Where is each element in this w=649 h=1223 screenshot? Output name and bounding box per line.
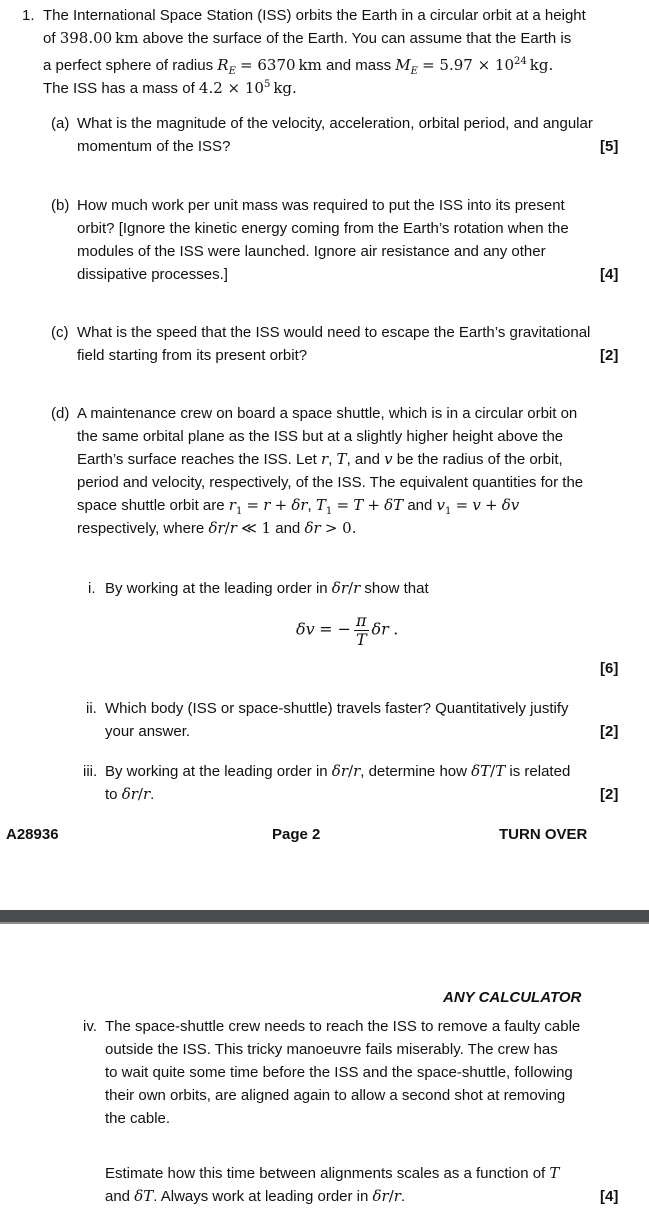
part-d-line-5: space shuttle orbit are $r_1 = r + \delta r$, $T_1 = T + \delta T$ and $v_1 = v + \delta v$	[77, 496, 520, 517]
sub-i-marks: [6]	[600, 660, 619, 677]
part-a-label: (a)	[51, 115, 70, 132]
part-c-line-1: What is the speed that the ISS would need to escape the Earth’s gravitational	[77, 324, 591, 341]
sub-iv-line-1: The space-shuttle crew needs to reach the ISS to remove a faulty cable	[105, 1018, 581, 1035]
sub-iv-line-5: the cable.	[105, 1110, 171, 1127]
sub-iii-marks: [2]	[600, 786, 619, 803]
sub-iv-line-3: to wait quite some time before the ISS and the space-shuttle, following	[105, 1064, 573, 1081]
part-d-line-1: A maintenance crew on board a space shuttle, which is in a circular orbit on	[77, 405, 578, 422]
sub-iv-line-4: their own orbits, are aligned again to allow a second shot at removing	[105, 1087, 566, 1104]
intro-line-4: The ISS has a mass of $4.2 \times 10^5$ kg.	[43, 79, 297, 97]
sub-i-equation: δv = − $\frac{\pi}{T}$ δr .	[296, 611, 399, 649]
part-d-line-3: Earth’s surface reaches the ISS. Let r, T, and v be the radius of the orbit,	[77, 450, 563, 468]
part-a-line-1: What is the magnitude of the velocity, acceleration, orbital period, and angular	[77, 115, 593, 132]
sub-ii-line-1: Which body (ISS or space-shuttle) travels faster? Quantitatively justify	[105, 700, 569, 717]
part-d-line-4: period and velocity, respectively, of the ISS. The equivalent quantities for the	[77, 474, 584, 491]
sub-ii-label: ii.	[86, 700, 97, 717]
part-b-line-3: modules of the ISS were launched. Ignore air resistance and any other	[77, 243, 546, 260]
sub-iii-line-2: to δr/r.	[105, 785, 155, 803]
sub-i-line-1: By working at the leading order in δr/r show that	[105, 579, 429, 597]
part-c-line-2: field starting from its present orbit?	[77, 347, 308, 364]
part-b-marks: [4]	[600, 266, 619, 283]
sub-iii-label: iii.	[83, 763, 98, 780]
page-separator	[0, 910, 649, 922]
sub-iv-marks: [4]	[600, 1188, 619, 1205]
intro-line-1: The International Space Station (ISS) orbits the Earth in a circular orbit at a height	[43, 7, 586, 24]
part-d-line-6: respectively, where δr/r ≪ 1 and δr > 0.	[77, 519, 357, 537]
intro-line-2: of 398.00 km above the surface of the Earth. You can assume that the Earth is	[43, 29, 572, 47]
part-a-line-2: momentum of the ISS?	[77, 138, 231, 155]
part-c-marks: [2]	[600, 347, 619, 364]
part-d-line-2: the same orbital plane as the ISS but at a slightly higher height above the	[77, 428, 564, 445]
part-b-line-1: How much work per unit mass was required to put the ISS into its present	[77, 197, 565, 214]
footer-turn-over: TURN OVER	[499, 826, 588, 843]
any-calculator-header: ANY CALCULATOR	[443, 989, 582, 1006]
sub-iv-line-7: and δT. Always work at leading order in δr/r.	[105, 1187, 406, 1205]
part-c-label: (c)	[51, 324, 69, 341]
sub-iv-line-2: outside the ISS. This tricky manoeuvre fails miserably. The crew has	[105, 1041, 558, 1058]
part-b-label: (b)	[51, 197, 70, 214]
footer-page: Page 2	[272, 826, 321, 843]
sub-iv-line-6: Estimate how this time between alignments scales as a function of T	[105, 1164, 560, 1182]
sub-iv-label: iv.	[83, 1018, 97, 1035]
part-a-marks: [5]	[600, 138, 619, 155]
page-separator-edge	[0, 922, 649, 924]
footer-code: A28936	[6, 826, 59, 843]
part-d-label: (d)	[51, 405, 70, 422]
sub-ii-line-2: your answer.	[105, 723, 191, 740]
sub-iii-line-1: By working at the leading order in δr/r, determine how δT/T is related	[105, 762, 571, 780]
sub-i-label: i.	[88, 580, 96, 597]
part-b-line-4: dissipative processes.]	[77, 266, 228, 283]
question-number: 1.	[22, 7, 35, 24]
part-b-line-2: orbit? [Ignore the kinetic energy coming from the Earth’s rotation when the	[77, 220, 569, 237]
sub-ii-marks: [2]	[600, 723, 619, 740]
intro-line-3: a perfect sphere of radius $R_E = 6370$ km and mass $M_E = 5.97 \times 10^{24}$ kg.	[43, 56, 554, 77]
